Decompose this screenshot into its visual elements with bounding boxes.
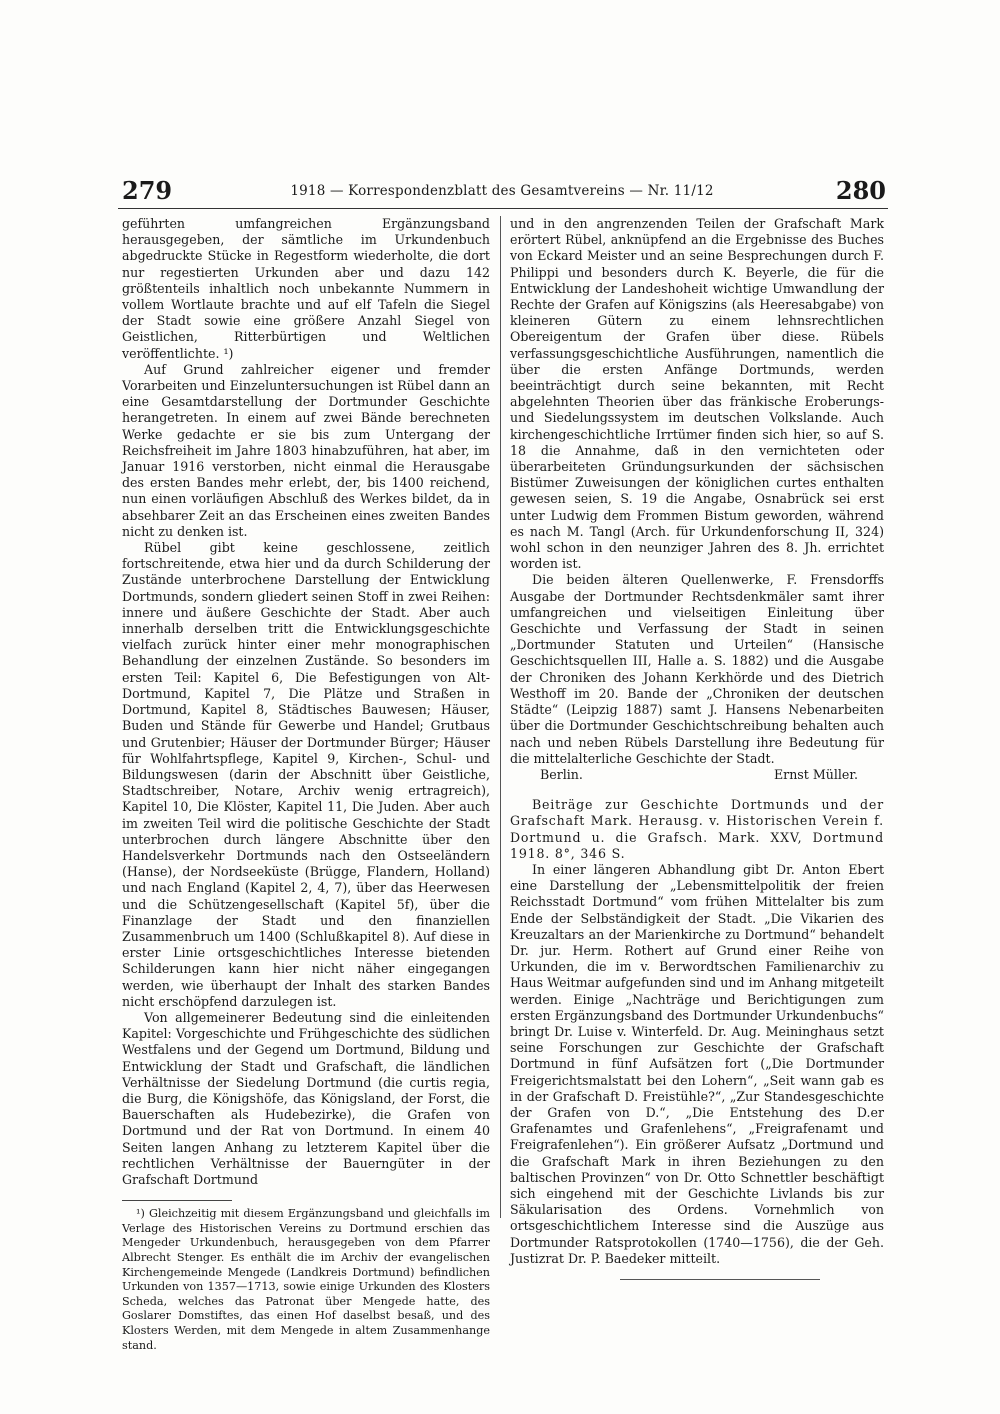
footnote-text: ¹) Gleichzeitig mit diesem Ergänzungsband und gleichfalls im Verlage des Historischen Vereins zu Dortmund erschien das Mengeder Urkundenbuch, herausgegeben von dem Pfarrer Albrecht Stenger. Es enthält die im Archiv der evangelischen Kirchengemeinde Mengede (Landkreis Dortmund) befindlichen Urkunden von 1357—1713, sowie einige Urkunden des Klosters Scheda, welches das Patronat über Mengede hatte, des Goslarer Domstiftes, das einen Hof daselbst besaß, und des Klosters Werden, mit dem Mengede in altem Zusammenhange stand. xyxy=(122,1207,490,1352)
page-header xyxy=(118,176,886,206)
review-title: Beiträge zur Geschichte Dortmunds und der Grafschaft Mark. Herausg. v. Historischen Verein f. Dortmund u. die Grafsch. Mark. XXV, Dortmund 1918. 8°, 346 S. xyxy=(510,797,884,861)
paragraph: geführten umfangreichen Ergänzungsband herausgegeben, der sämtliche im Urkundenbuch abgedruckte Stücke in Regestform wiederholte, die dort nur regestierten Urkunden aber und dazu 142 größtenteils inhaltlich noch unbekannte Nummern in vollem Wortlaute brachte und auf elf Tafeln die Siegel der Stadt sowie eine größere Anzahl Siegel von Geistlichen, Ritterbürtigen und Weltlichen veröffentlichte. ¹) xyxy=(122,216,490,361)
paragraph: In einer längeren Abhandlung gibt Dr. Anton Ebert eine Darstellung der „Lebensmittelpolitik der freien Reichsstadt Dortmund“ vom frühen Mittelalter bis zum Ende der Selbständigkeit der Stadt. „Die Vikarien des Kreuzaltars an der Marienkirche zu Dortmund“ behandelt Dr. jur. Herm. Rothert auf Grund einer Reihe von Urkunden, die im v. Berwordtschen Familienarchiv zu Haus Weitmar aufgefunden sind und im Anhang mitgeteilt werden. Einige „Nachträge und Berichtigungen zum ersten Ergänzungsband des Dortmunder Urkundenbuchs“ bringt Dr. Luise v. Winterfeld. Dr. Aug. Meininghaus setzt seine Forschungen zur Geschichte der Grafschaft Dortmund in fünf Aufsätzen fort („Die Dortmunder Freigerichtsmalstatt bei den Lohern“, „Seit wann gab es in der Grafschaft D. Freistühle?“, „Zur Standesgeschichte der Grafen von D.“, „Die Entstehung des D.er Grafenamtes und Grafenlehens“, „Freigrafenamt und Freigrafenlehen“). Ein größerer Aufsatz „Dortmund und die Grafschaft Mark in ihren Beziehungen zu den baltischen Provinzen“ von Dr. Otto Schnettler beschäftigt sich eingehend mit der Geschichte Livlands bis zur Säkularisation des Ordens. Vornehmlich von ortsgeschichtlichem Interesse sind die Auszüge aus Dortmunder Ratsprotokollen (1740—1756), die der Geh. Justizrat Dr. P. Baedeker mitteilt. xyxy=(510,861,884,1266)
page-number-right: 280 xyxy=(835,176,886,205)
paragraph: Auf Grund zahlreicher eigener und fremder Vorarbeiten und Einzeluntersuchungen ist Rübel dann an eine Gesamtdarstellung der Dortmunder Geschichte herangetreten. In einem auf zwei Bände berechneten Werke gedachte er sie bis zum Untergang der Reichsfreiheit im Jahre 1803 hinabzuführen, hat aber, im Januar 1916 verstorben, nicht einmal die Herausgabe des ersten Bandes mehr erlebt, der, bis 1400 reichend, nun einen vorläufigen Abschluß des Werkes bildet, da in absehbarer Zeit an das Erscheinen eines zweiten Bandes nicht zu denken ist. xyxy=(122,361,490,539)
paragraph: Die beiden älteren Quellenwerke, F. Frensdorffs Ausgabe der Dortmunder Rechtsdenkmäler samt ihrer umfangreichen und vielseitigen Einleitung über Geschichte und Verfassung der Stadt in seinen „Dortmunder Statuten und Urteilen“ (Hansische Geschichtsquellen III, Halle a. S. 1882) und die Ausgabe der Chroniken des Johann Kerkhörde und des Dietrich Westhoff im 20. Bande der „Chroniken der deutschen Städte“ (Leipzig 1887) samt J. Hansens Nebenarbeiten über die Dortmunder Geschichtschreibung behalten auch nach und neben Rübels Darstellung ihre Bedeutung für die mittelalterliche Geschichte der Stadt. xyxy=(510,572,884,766)
header-rule xyxy=(118,208,888,209)
left-column xyxy=(122,216,490,1353)
paragraph: Rübel gibt keine geschlossene, zeitlich fortschreitende, etwa hier und da durch Schilderung der Zustände unterbrochene Darstellung der Entwicklung Dortmunds, sondern gliedert seinen Stoff in zwei Reihen: innere und äußere Geschichte der Stadt. Aber auch innerhalb derselben tritt die Entwicklungsgeschichte vielfach zurück hinter einer mehr monographischen Behandlung der einzelnen Zustände. So besonders im ersten Teil: Kapitel 6, Die Befestigungen von Alt-Dortmund, Kapitel 7, Die Plätze und Straßen in Dortmund, Kapitel 8, Städtisches Bauwesen; Häuser, Buden und Stände für Gewerbe und Handel; Grutbaus und Grutenbier; Häuser der Dortmunder Bürger; Häuser für Wohlfahrtspflege, Kapitel 9, Kirchen-, Schul- und Bildungswesen (darin der Abschnitt über Geistliche, Stadtschreiber, Notare, Archiv wenig ertragreich), Kapitel 10, Die Klöster, Kapitel 11, Die Juden. Aber auch im zweiten Teil wird die politische Geschichte der Stadt unterbrochen durch längere Abschnitte über den Handelsverkehr Dortmunds nach den Ostseeländern (Hanse), der Nordseeküste (Brügge, Flandern, Holland) und nach England (Kapitel 2, 4, 7), über das Heerwesen und die Schützengesellschaft (Kapitel 5f), über die Finanzlage der Stadt und den finanziellen Zusammenbruch um 1400 (Schlußkapitel 8). Auf diese in erster Linie ortsgeschichtliches Interesse bietenden Schilderungen kann hier nicht näher eingegangen werden, wie überhaupt der Inhalt des starken Bandes nicht erschöpfend darzulegen ist. xyxy=(122,540,490,1009)
paragraph: Von allgemeinerer Bedeutung sind die einleitenden Kapitel: Vorgeschichte und Frühgeschichte des südlichen Westfalens und der Gegend um Dortmund, Bildung und Entwicklung der Stadt und Grafschaft, die ländlichen Verhältnisse der Siedelung Dortmund (die curtis regia, die Burg, die Königshöfe, das Königsland, der Forst, die Bauerschaften als Hudebezirke), die Grafen von Dortmund und der Rat von Dortmund. In einem 40 Seiten langen Anhang zu letzterem Kapitel über die rechtlichen Verhältnisse der Bauerngüter in der Grafschaft Dortmund xyxy=(122,1009,490,1187)
signature-place: Berlin. xyxy=(540,766,583,782)
signature-name: Ernst Müller. xyxy=(773,766,858,782)
signature-line xyxy=(510,767,884,783)
right-column xyxy=(510,216,884,1280)
running-title: 1918 — Korrespondenzblatt des Gesamtvereins — Nr. 11/12 xyxy=(290,183,714,199)
footnote-rule xyxy=(122,1200,232,1201)
page-number-left: 279 xyxy=(122,176,173,205)
paragraph: und in den angrenzenden Teilen der Grafschaft Mark erörtert Rübel, anknüpfend an die Ergebnisse des Buches von Eckard Meister und an seine Besprechungen durch F. Philippi und besonders durch K. Beyerle, die für die Entwicklung der Landeshoheit wichtige Umwandlung der Rechte der Grafen auf Königszins (als Heeresabgabe) von kleineren Gütern zu einem lehnsrechtlichen Obereigentum der Grafen über diese. Rübels verfassungsgeschichtliche Ausführungen, namentlich die über die ersten Anfänge Dortmunds, werden beeinträchtigt durch seine bekannten, mit Recht abgelehnten Theorien über das fränkische Eroberungs- und Siedelungssystem im deutschen Volkslande. Auch kirchengeschichtliche Irrtümer finden sich hier, so auf S. 18 die Annahme, daß in den vernichteten oder überarbeiteten Gründungsurkunden der sächsischen Bistümer Zuweisungen der königlichen curtes enthalten gewesen seien, S. 19 die Angabe, Osnabrück sei erst unter Ludwig dem Frommen Bistum geworden, während es nach M. Tangl (Arch. für Urkundenforschung II, 324) wohl schon in den neunziger Jahren des 8. Jh. errichtet worden ist. xyxy=(510,216,884,572)
end-rule xyxy=(620,1279,820,1280)
column-divider xyxy=(500,216,501,1218)
footnote xyxy=(122,1207,490,1353)
